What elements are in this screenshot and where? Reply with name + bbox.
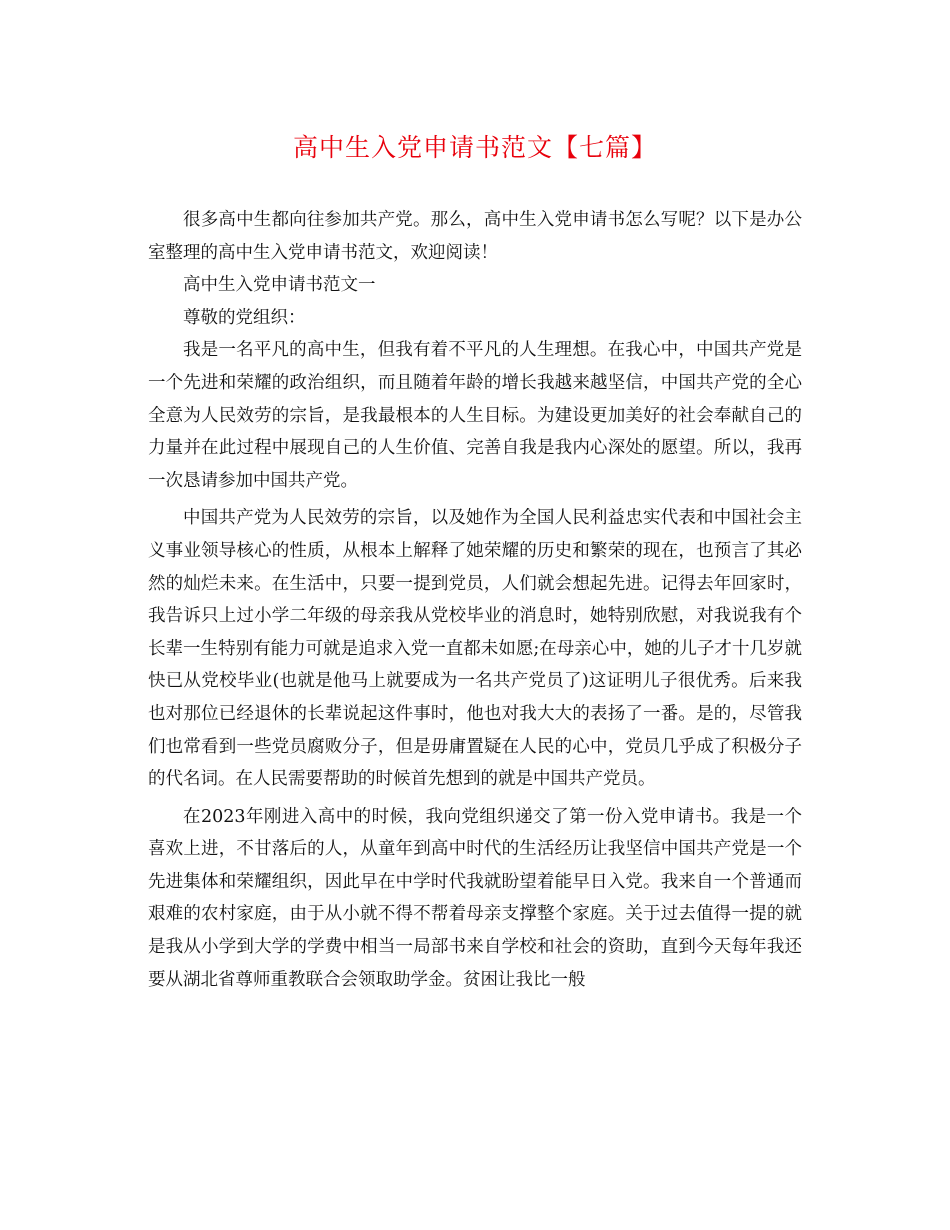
document-body xyxy=(148,204,802,996)
body-paragraph: 中国共产党为人民效劳的宗旨，以及她作为全国人民利益忠实代表和中国社会主义事业领导核心的性质，从根本上解释了她荣耀的历史和繁荣的现在，也预言了其必然的灿烂未来。在生活中，只要一提到党员，人们就会想起先进。记得去年回家时，我告诉只上过小学二年级的母亲我从党校毕业的消息时，她特别欣慰，对我说我有个长辈一生特别有能力可就是追求入党一直都未如愿;在母亲心中，她的儿子才十几岁就快已从党校毕业(也就是他马上就要成为一名共产党员了)这证明儿子很优秀。后来我也对那位已经退休的长辈说起这件事时，他也对我大大的表扬了一番。是的，尽管我们也常看到一些党员腐败分子，但是毋庸置疑在人民的心中，党员几乎成了积极分子的代名词。在人民需要帮助的时候首先想到的就是中国共产党员。 xyxy=(148,508,802,790)
body-paragraph: 我是一名平凡的高中生，但我有着不平凡的人生理想。在我心中，中国共产党是一个先进和荣耀的政治组织，而且随着年龄的增长我越来越坚信，中国共产党的全心全意为人民效劳的宗旨，是我最根本的人生目标。为建设更加美好的社会奉献自己的力量并在此过程中展现自己的人生价值、完善自我是我内心深处的愿望。所以，我再一次恳请参加中国共产党。 xyxy=(148,340,802,491)
document-title: 高中生入党申请书范文【七篇】 xyxy=(292,133,657,162)
intro-paragraph: 很多高中生都向往参加共产党。那么，高中生入党申请书怎么写呢？以下是办公室整理的高中生入党申请书范文，欢迎阅读！ xyxy=(148,210,802,263)
body-paragraph: 在2023年刚进入高中的时候，我向党组织递交了第一份入党申请书。我是一个喜欢上进，不甘落后的人，从童年到高中时代的生活经历让我坚信中国共产党是一个先进集体和荣耀组织，因此早在中学时代我就盼望着能早日入党。我来自一个普通而艰难的农村家庭，由于从小就不得不帮着母亲支撑整个家庭。关于过去值得一提的就是我从小学到大学的学费中相当一局部书来自学校和社会的资助，直到今天每年我还要从湖北省尊师重教联合会领取助学金。贫困让我比一般 xyxy=(148,806,802,990)
section-heading: 高中生入党申请书范文一 xyxy=(183,275,376,296)
salutation: 尊敬的党组织： xyxy=(183,307,306,328)
